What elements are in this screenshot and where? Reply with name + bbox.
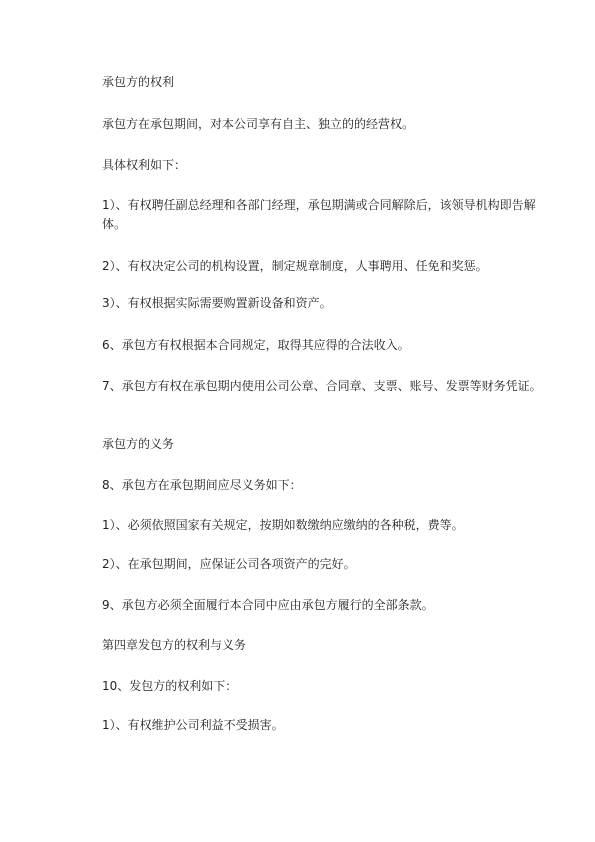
list-item-obligation-2: 2）、在承包期间，应保证公司各项资产的完好。 (102, 557, 356, 571)
clause-10: 10、发包方的权利如下： (102, 679, 238, 693)
list-item-right-2: 2）、有权决定公司的机构设置，制定规章制度，人事聘用、任免和奖惩。 (102, 259, 488, 273)
list-item-right-1: 1）、有权聘任副总经理和各部门经理，承包期满或合同解除后，该领导机构即告解体。 (102, 198, 536, 231)
clause-8: 8、承包方在承包期间应尽义务如下： (102, 478, 302, 492)
list-item-obligation-1: 1）、必须依照国家有关规定，按期如数缴纳应缴纳的各种税，费等。 (102, 518, 464, 532)
clause-7: 7、承包方有权在承包期内使用公司公章、合同章、支票、账号、发票等财务凭证。 (102, 379, 542, 393)
clause-9: 9、承包方必须全面履行本合同中应由承包方履行的全部条款。 (102, 598, 434, 612)
section-heading-contractor-obligations: 承包方的义务 (102, 437, 175, 451)
section-heading-contractor-rights: 承包方的权利 (102, 75, 175, 89)
list-item-right-3: 3）、有权根据实际需要购置新设备和资产。 (102, 296, 332, 310)
chapter-heading-4: 第四章发包方的权利与义务 (102, 638, 247, 652)
paragraph-rights-intro: 具体权利如下： (102, 158, 187, 172)
paragraph-operating-rights: 承包方在承包期间，对本公司享有自主、独立的的经营权。 (102, 117, 415, 131)
clause-6: 6、承包方有权根据本合同规定，取得其应得的合法收入。 (102, 338, 410, 352)
list-item-issuer-right-1: 1）、有权维护公司利益不受损害。 (102, 718, 284, 732)
